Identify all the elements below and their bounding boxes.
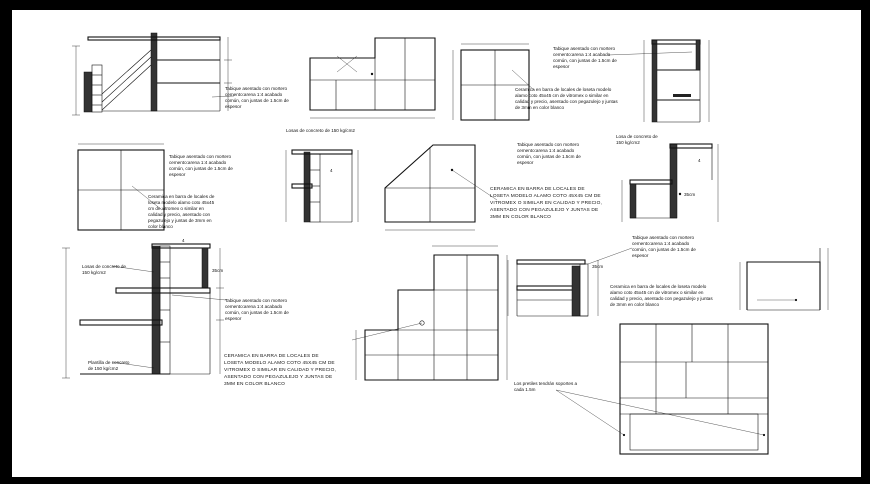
drawing-sheet [12, 10, 861, 477]
svg-text:Losa de concreto de: Losa de concreto de [616, 134, 658, 139]
svg-text:Tabique asentado con mortero: Tabique asentado con mortero [632, 235, 695, 240]
cad-drawing [12, 10, 861, 477]
svg-text:espesor: espesor [169, 172, 186, 177]
svg-text:cemento:arena 1:4 acabado: cemento:arena 1:4 acabado [169, 160, 227, 165]
svg-text:común, con juntas de 1.5cm de: común, con juntas de 1.5cm de [517, 154, 581, 159]
section-detail-1 [72, 33, 234, 115]
svg-text:3MM EN COLOR BLANCO: 3MM EN COLOR BLANCO [490, 215, 551, 220]
svg-text:4: 4 [698, 158, 701, 163]
svg-text:VITROMEX O SIMILAR EN CALIDAD: VITROMEX O SIMILAR EN CALIDAD Y PRECIO, [224, 368, 337, 373]
svg-text:común, con juntas de 1.5cm de: común, con juntas de 1.5cm de [225, 98, 289, 103]
svg-text:espesor: espesor [225, 316, 242, 321]
note-ceramica-1 [148, 194, 215, 229]
note-ceramica-caps-1 [490, 186, 602, 220]
note-ceramica-3 [610, 284, 713, 307]
section-detail-8 [622, 144, 718, 222]
svg-text:espesor: espesor [517, 160, 534, 165]
section-detail-9 [62, 238, 226, 378]
svg-text:cemento:arena 1:4 acabado: cemento:arena 1:4 acabado [632, 241, 690, 246]
svg-text:Plantilla de concreto: Plantilla de concreto [88, 360, 130, 365]
svg-text:CERAMICA EN BARRA DE LOCALES D: CERAMICA EN BARRA DE LOCALES DE [490, 187, 585, 192]
svg-text:150 kg/cm2: 150 kg/cm2 [82, 270, 106, 275]
svg-text:común, con juntas de 1.5cm de: común, con juntas de 1.5cm de [553, 58, 617, 63]
note-tabique-1 [225, 86, 289, 109]
svg-text:CERAMICA EN BARRA DE LOCALES D: CERAMICA EN BARRA DE LOCALES DE [224, 354, 319, 359]
svg-text:común, con juntas de 1.5cm de: común, con juntas de 1.5cm de [169, 166, 233, 171]
svg-text:común, con juntas de 1.5cm de: común, con juntas de 1.5cm de [225, 310, 289, 315]
svg-text:espesor: espesor [553, 64, 570, 69]
svg-text:Tabique asentado con mortero: Tabique asentado con mortero [517, 142, 580, 147]
svg-text:alamo coto 45x45 cm de vitrome: alamo coto 45x45 cm de vitromex o similar en [610, 290, 704, 295]
svg-text:cemento:arena 1:4 acabado: cemento:arena 1:4 acabado [225, 92, 283, 97]
note-tabique-4 [517, 142, 581, 165]
svg-text:pegazulejo y juntas de 3mm en: pegazulejo y juntas de 3mm en [148, 218, 212, 223]
svg-text:ASENTADO CON PEGAZULEJO Y JUNT: ASENTADO CON PEGAZULEJO Y JUNTAS DE [224, 375, 333, 380]
svg-text:cemento:arena 1:4 acabado: cemento:arena 1:4 acabado [225, 304, 283, 309]
svg-text:cemento:arena 1:4 acabado: cemento:arena 1:4 acabado [553, 52, 611, 57]
svg-text:LOSETA MODELO ALAMO COTO 45X4: LOSETA MODELO ALAMO COTO 45X45 CM DE [490, 194, 601, 199]
svg-text:Losas de concreto de: Losas de concreto de [82, 264, 126, 269]
svg-text:espesor: espesor [225, 104, 242, 109]
svg-text:calidad y precio, asentado con: calidad y precio, asentado con pegazulejo y juntas [610, 296, 713, 301]
svg-text:de 150 kg/cm2: de 150 kg/cm2 [88, 366, 119, 371]
svg-text:común, con juntas de 1.5cm de: común, con juntas de 1.5cm de [632, 247, 696, 252]
dim-35cm-b: 35cm [212, 268, 224, 273]
svg-text:loseta modelo alamo coto 45x45: loseta modelo alamo coto 45x45 [148, 200, 215, 205]
svg-text:Ceramica en barra de locales d: Ceramica en barra de locales de loseta modelo [515, 87, 612, 92]
elevation-detail-7 [385, 145, 497, 230]
note-tabique-2 [553, 46, 617, 69]
section-detail-4 [608, 40, 709, 122]
svg-text:cemento:arena 1:4 acabado: cemento:arena 1:4 acabado [517, 148, 575, 153]
svg-text:Tabique asentado con mortero: Tabique asentado con mortero [225, 298, 288, 303]
svg-text:cada 1.5m: cada 1.5m [514, 387, 536, 392]
svg-text:de 3mm en color blanco: de 3mm en color blanco [515, 105, 565, 110]
svg-text:espesor: espesor [632, 253, 649, 258]
svg-text:Ceramica en barra de locales d: Ceramica en barra de locales de [148, 194, 215, 199]
svg-text:de 3mm en color blanco: de 3mm en color blanco [610, 302, 660, 307]
svg-text:alamo coto 45x45 cm de vitrome: alamo coto 45x45 cm de vitromex o similar en [515, 93, 609, 98]
svg-text:Tabique asentado con mortero: Tabique asentado con mortero [225, 86, 288, 91]
svg-text:calidad y precio, asentado con: calidad y precio, asentado con [148, 212, 211, 217]
elevation-detail-2 [310, 38, 435, 118]
elevation-detail-13 [556, 324, 768, 454]
svg-text:calidad y precio, asentado con: calidad y precio, asentado con pegazulejo y juntas [515, 99, 618, 104]
svg-text:150 kg/cm2: 150 kg/cm2 [616, 140, 640, 145]
note-ceramica-2 [515, 87, 618, 110]
svg-text:cm de vitromex o similar en: cm de vitromex o similar en [148, 206, 204, 211]
svg-text:Tabique asentado con mortero: Tabique asentado con mortero [169, 154, 232, 159]
note-tabique-3 [169, 154, 233, 177]
svg-text:VITROMEX O SIMILAR EN CALIDAD: VITROMEX O SIMILAR EN CALIDAD Y PRECIO, [490, 201, 603, 206]
svg-text:3MM EN COLOR BLANCO: 3MM EN COLOR BLANCO [224, 382, 285, 387]
note-tabique-5 [225, 298, 289, 321]
svg-text:4: 4 [330, 168, 333, 173]
elevation-detail-10 [352, 246, 507, 380]
note-ceramica-caps-2 [224, 353, 336, 387]
svg-text:LOSETA MODELO ALAMO COTO 45X4: LOSETA MODELO ALAMO COTO 45X45 CM DE [224, 361, 335, 366]
note-losa-1: Losas de concreto de 150 kg/cm2 [286, 128, 355, 133]
note-tabique-6 [632, 235, 696, 258]
note-losa-2 [616, 134, 658, 145]
svg-text:4: 4 [182, 238, 185, 243]
svg-text:Ceramica en barra de locales d: Ceramica en barra de locales de loseta modelo [610, 284, 707, 289]
svg-text:color blanco: color blanco [148, 224, 173, 229]
note-pretiles [514, 381, 578, 392]
note-losa-3 [82, 264, 126, 275]
dim-35cm-c: 35cm [592, 264, 604, 269]
note-plantilla [88, 360, 130, 371]
svg-text:Los pretiles tendrán soportes: Los pretiles tendrán soportes a [514, 381, 578, 386]
svg-text:ASENTADO CON PEGAZULEJO Y JUNT: ASENTADO CON PEGAZULEJO Y JUNTAS DE [490, 208, 599, 213]
elevation-detail-12 [740, 248, 828, 310]
section-detail-6 [286, 150, 358, 222]
dim-35cm-a: 35cm [684, 192, 696, 197]
svg-text:Tabique asentado con mortero: Tabique asentado con mortero [553, 46, 616, 51]
